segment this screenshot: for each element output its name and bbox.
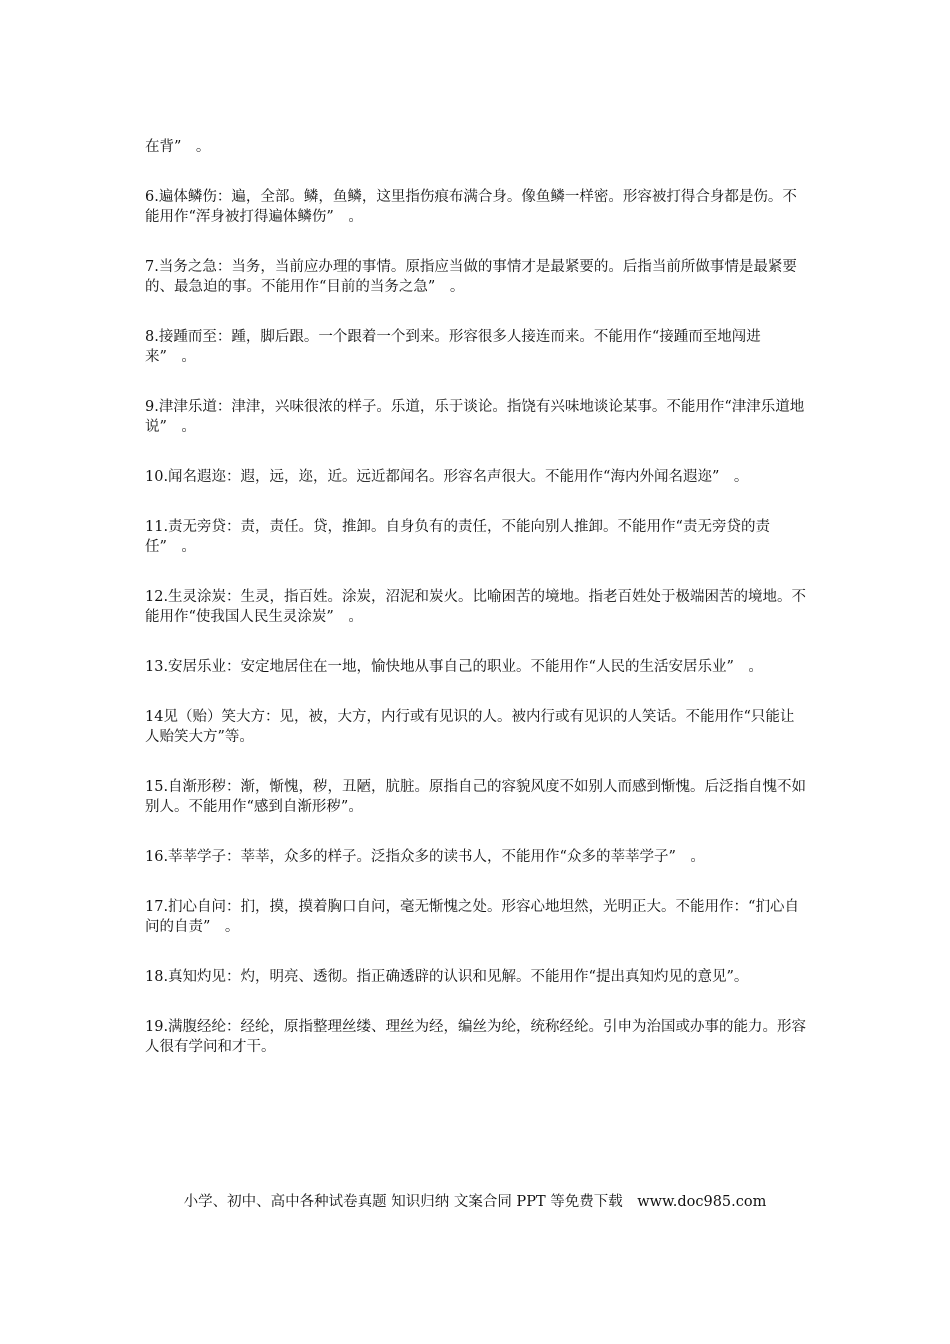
idiom-entry-18: 18.真知灼见：灼，明亮、透彻。指正确透辟的认识和见解。不能用作“提出真知灼见的意见”。 <box>145 969 749 985</box>
paragraph-gap <box>145 677 807 707</box>
document-body <box>145 137 807 1057</box>
paragraph-gap <box>145 487 807 517</box>
idiom-entry-14: 14见（贻）笑大方：见，被，大方，内行或有见识的人。被内行或有见识的人笑话。不能用作“只能让人贻笑大方”等。 <box>145 709 795 745</box>
idiom-entry-9: 9.津津乐道：津津，兴味很浓的样子。乐道，乐于谈论。指饶有兴味地谈论某事。不能用作“津津乐道地说” 。 <box>145 399 805 435</box>
idiom-entry-19: 19.满腹经纶：经纶，原指整理丝缕、理丝为经，编丝为纶，统称经纶。引申为治国或办事的能力。形容人很有学问和才干。 <box>145 1019 807 1055</box>
paragraph-gap <box>145 817 807 847</box>
paragraph-gap <box>145 747 807 777</box>
idiom-entry-11: 11.责无旁贷：责，责任。贷，推卸。自身负有的责任，不能向别人推卸。不能用作“责无旁贷的责任” 。 <box>145 519 770 555</box>
paragraph-gap <box>145 227 807 257</box>
paragraph-gap <box>145 557 807 587</box>
paragraph-continuation: 在背” 。 <box>145 139 211 155</box>
paragraph-gap <box>145 157 807 187</box>
paragraph-gap <box>145 627 807 657</box>
idiom-entry-10: 10.闻名遐迩：遐，远，迩，近。远近都闻名。形容名声很大。不能用作“海内外闻名遐迩” 。 <box>145 469 749 485</box>
page-footer: 小学、初中、高中各种试卷真题 知识归纳 文案合同 PPT 等免费下载 www.doc985.com <box>183 1194 767 1210</box>
idiom-entry-7: 7.当务之急：当务，当前应办理的事情。原指应当做的事情才是最紧要的。后指当前所做事情是最紧要的、最急迫的事。不能用作“目前的当务之急” 。 <box>145 259 797 295</box>
idiom-entry-16: 16.莘莘学子：莘莘，众多的样子。泛指众多的读书人，不能用作“众多的莘莘学子” 。 <box>145 849 705 865</box>
paragraph-gap <box>145 367 807 397</box>
idiom-entry-17: 17.扪心自问：扪，摸，摸着胸口自问，毫无惭愧之处。形容心地坦然，光明正大。不能用作：“扪心自问的自责” 。 <box>145 899 799 935</box>
paragraph-gap <box>145 867 807 897</box>
idiom-entry-15: 15.自渐形秽：渐，惭愧，秽，丑陋，肮脏。原指自己的容貌风度不如别人而感到惭愧。后泛指自愧不如别人。不能用作“感到自渐形秽”。 <box>145 779 807 815</box>
paragraph-gap <box>145 297 807 327</box>
idiom-entry-6: 6.遍体鳞伤：遍，全部。鳞，鱼鳞，这里指伤痕布满合身。像鱼鳞一样密。形容被打得合身都是伤。不能用作“浑身被打得遍体鳞伤” 。 <box>145 189 797 225</box>
paragraph-gap <box>145 437 807 467</box>
paragraph-gap <box>145 937 807 967</box>
idiom-entry-13: 13.安居乐业：安定地居住在一地，愉快地从事自己的职业。不能用作“人民的生活安居乐业” 。 <box>145 659 763 675</box>
idiom-entry-12: 12.生灵涂炭：生灵，指百姓。涂炭，沼泥和炭火。比喻困苦的境地。指老百姓处于极端困苦的境地。不能用作“使我国人民生灵涂炭” 。 <box>145 589 807 625</box>
paragraph-gap <box>145 987 807 1017</box>
idiom-entry-8: 8.接踵而至：踵，脚后跟。一个跟着一个到来。形容很多人接连而来。不能用作“接踵而至地闯进来” 。 <box>145 329 761 365</box>
